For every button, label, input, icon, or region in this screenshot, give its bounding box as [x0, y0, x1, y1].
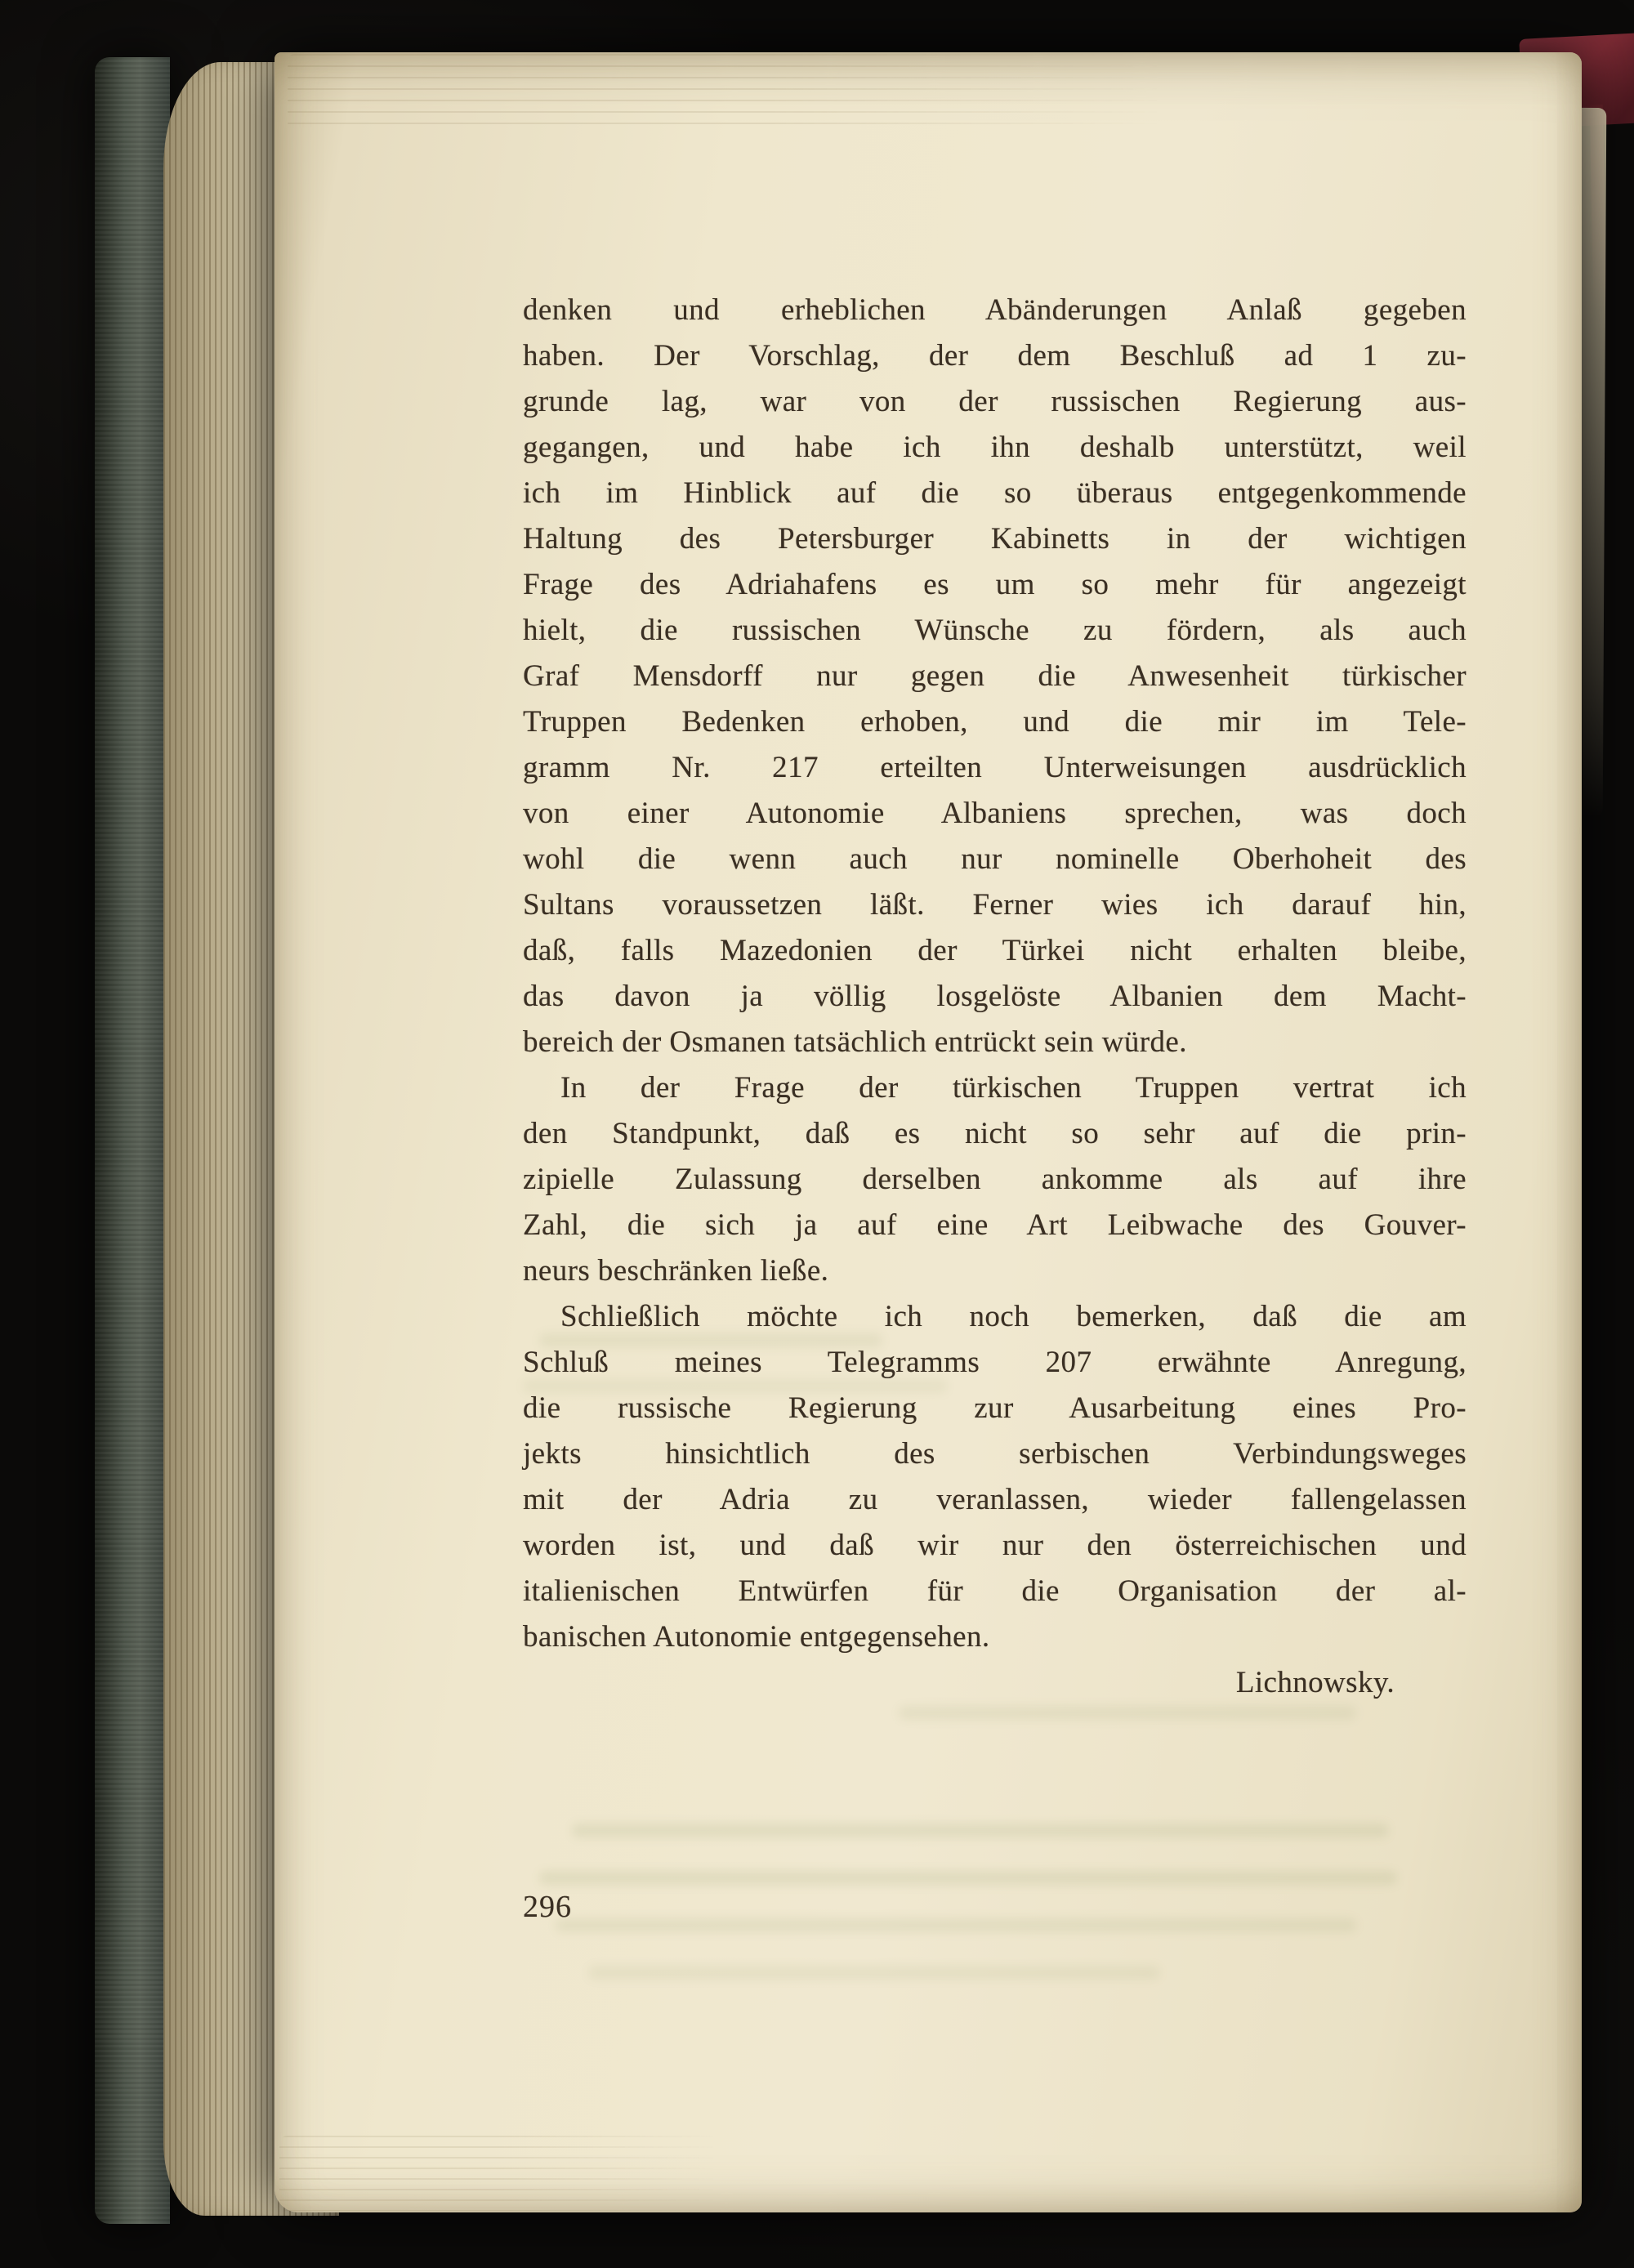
- show-through: [539, 1871, 1397, 1885]
- text-line: worden ist, und daß wir nur den österreichischen und: [523, 1529, 1467, 1562]
- text-line: bereich der Osmanen tatsächlich entrückt sein würde.: [523, 1025, 1187, 1059]
- text-line: wohl die wenn auch nur nominelle Oberhoheit des: [523, 842, 1467, 876]
- top-page-layers: [288, 54, 1170, 129]
- text-line: den Standpunkt, daß es nicht so sehr auf die prin-: [523, 1117, 1467, 1150]
- book-page: [275, 52, 1582, 2212]
- text-line: zipielle Zulassung derselben ankomme als auf ihre: [523, 1163, 1467, 1196]
- text-line: Zahl, die sich ja auf eine Art Leibwache des Gouver-: [523, 1208, 1467, 1242]
- text-line: banischen Autonomie entgegensehen.: [523, 1620, 990, 1654]
- bottom-page-layers: [279, 2136, 721, 2211]
- text-line: gegangen, und habe ich ihn deshalb unterstützt, weil: [523, 431, 1467, 464]
- text-line: daß, falls Mazedonien der Türkei nicht erhalten bleibe,: [523, 934, 1467, 967]
- text-line: ich im Hinblick auf die so überaus entgegenkommende: [523, 476, 1467, 510]
- text-line: haben. Der Vorschlag, der dem Beschluß ad 1 zu-: [523, 339, 1467, 373]
- text-line: die russische Regierung zur Ausarbeitung eines Pro-: [523, 1391, 1467, 1425]
- text-line: neurs beschränken ließe.: [523, 1254, 829, 1288]
- text-line: hielt, die russischen Wünsche zu fördern, als auch: [523, 614, 1467, 647]
- text-line: Truppen Bedenken erhoben, und die mir im Tele-: [523, 705, 1467, 739]
- show-through: [556, 1918, 1356, 1932]
- text-block: [523, 288, 1467, 1660]
- book-cover-spine: [95, 57, 170, 2224]
- show-through: [572, 1824, 1389, 1837]
- text-line: Frage des Adriahafens es um so mehr für angezeigt: [523, 568, 1467, 601]
- text-line: In der Frage der türkischen Truppen vertrat ich: [560, 1071, 1467, 1105]
- page-number: 296: [523, 1890, 572, 1924]
- text-line: Graf Mensdorff nur gegen die Anwesenheit türkischer: [523, 659, 1467, 693]
- text-line: italienischen Entwürfen für die Organisation der al-: [523, 1574, 1467, 1608]
- signature: Lichnowsky.: [1235, 1666, 1395, 1699]
- text-line: Sultans voraussetzen läßt. Ferner wies ich darauf hin,: [523, 888, 1467, 922]
- text-line: Schließlich möchte ich noch bemerken, daß die am: [560, 1300, 1467, 1333]
- text-line: denken und erheblichen Abänderungen Anlaß gegeben: [523, 293, 1467, 327]
- show-through: [899, 1706, 1356, 1720]
- text-line: Haltung des Petersburger Kabinetts in der wichtigen: [523, 522, 1467, 556]
- show-through: [588, 1966, 1160, 1980]
- text-line: Schluß meines Telegramms 207 erwähnte Anregung,: [523, 1346, 1467, 1379]
- text-line: jekts hinsichtlich des serbischen Verbindungsweges: [523, 1437, 1467, 1471]
- text-line: das davon ja völlig losgelöste Albanien dem Macht-: [523, 980, 1467, 1013]
- text-line: gramm Nr. 217 erteilten Unterweisungen ausdrücklich: [523, 751, 1467, 784]
- text-line: von einer Autonomie Albaniens sprechen, was doch: [523, 797, 1467, 830]
- text-line: mit der Adria zu veranlassen, wieder fallengelassen: [523, 1483, 1467, 1516]
- text-line: grunde lag, war von der russischen Regierung aus-: [523, 385, 1467, 418]
